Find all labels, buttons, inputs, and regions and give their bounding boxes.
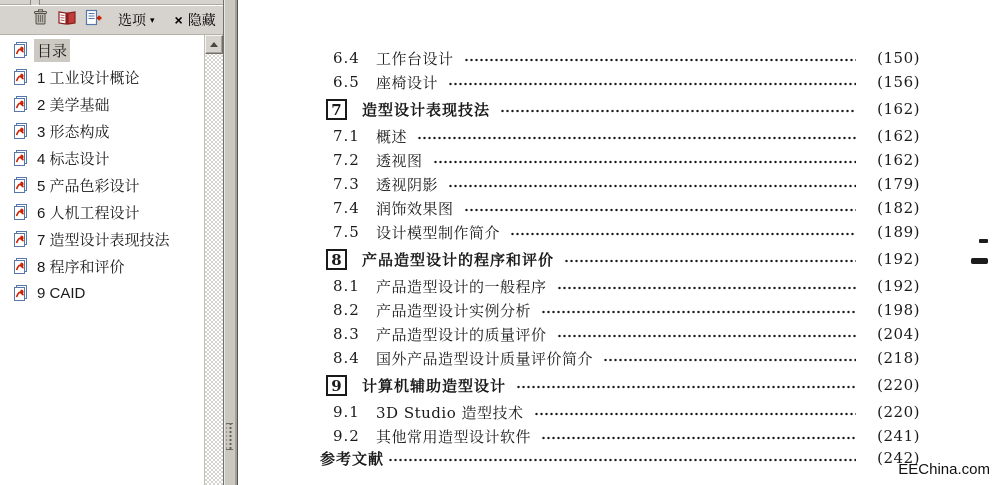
panel-top-notch: [30, 0, 40, 5]
toc-title: 透视阴影: [376, 175, 439, 194]
toc-row: [238, 322, 920, 346]
dot-leader: [417, 135, 856, 141]
toc-row: [238, 148, 920, 172]
bookmark-item-ch9[interactable]: [0, 283, 204, 303]
toc-page-number: (192): [877, 250, 920, 268]
toc-title: 设计模型制作简介: [376, 223, 501, 242]
toc-title: 产品造型设计的一般程序: [376, 277, 547, 296]
toc-title: 产品造型设计实例分析: [376, 301, 532, 320]
toc-row: [238, 196, 920, 220]
hide-label: 隐藏: [187, 12, 216, 28]
panel-splitter[interactable]: [223, 0, 238, 485]
toc-page-number: (189): [877, 223, 920, 241]
toc-title: 润饰效果图: [376, 199, 454, 218]
toc-row: [238, 124, 920, 148]
toc-title: 概述: [376, 127, 408, 146]
toc-page-number: (220): [877, 403, 920, 421]
toc-page-number: (192): [877, 277, 920, 295]
pdf-bookmark-icon: [13, 95, 30, 113]
toc-title: 产品造型设计的质量评价: [376, 325, 547, 344]
bookmark-label[interactable]: 9 CAID: [37, 284, 86, 302]
bookmark-label[interactable]: 4 标志设计: [37, 150, 110, 168]
dot-leader: [510, 231, 856, 237]
toc-title: 产品造型设计的程序和评价: [362, 250, 555, 269]
toc-row-references: [238, 446, 920, 470]
dot-leader: [464, 57, 856, 63]
toc-page-number: (162): [877, 151, 920, 169]
toc-page-number: (218): [877, 349, 920, 367]
toc-number: 9.1: [333, 403, 360, 421]
toc-chapter-number: 8: [326, 249, 347, 270]
dot-leader: [388, 457, 856, 463]
pdf-bookmark-icon: [13, 176, 30, 194]
toc-number: 9.2: [333, 427, 360, 445]
trash-icon: [33, 9, 48, 31]
dot-leader: [564, 258, 856, 264]
toc-number: 6.5: [333, 73, 360, 91]
pdf-bookmark-icon: [13, 230, 30, 248]
bookmark-label[interactable]: 3 形态构成: [37, 123, 110, 141]
bookmark-label[interactable]: 2 美学基础: [37, 96, 110, 114]
toc-title: 计算机辅助造型设计: [362, 376, 507, 395]
pdf-bookmark-icon: [13, 149, 30, 167]
bookmark-item-contents[interactable]: [0, 40, 204, 60]
toc-number: 7.5: [333, 223, 360, 241]
toc-row-chapter: [238, 373, 920, 397]
toc-row: [238, 424, 920, 448]
toc-page-number: (198): [877, 301, 920, 319]
document-page: [238, 0, 995, 485]
dot-leader: [534, 411, 856, 417]
dot-leader: [541, 435, 856, 441]
toc-number: 8.4: [333, 349, 360, 367]
toc-number: 6.4: [333, 49, 360, 67]
toc-number: 7.4: [333, 199, 360, 217]
toc-title: 透视图: [376, 151, 423, 170]
toc-title: 国外产品造型设计质量评价简介: [376, 349, 594, 368]
toc-row: [238, 298, 920, 322]
scan-artifact: [971, 258, 988, 264]
toc-row: [238, 274, 920, 298]
go-to-bookmark-button[interactable]: [56, 9, 78, 31]
toc-title: 造型设计表现技法: [362, 100, 491, 119]
toc-row: [238, 172, 920, 196]
scroll-up-button[interactable]: [205, 35, 223, 54]
bookmark-label[interactable]: 目录: [34, 39, 70, 62]
toc-page-number: (182): [877, 199, 920, 217]
toc-row: [238, 400, 920, 424]
dot-leader: [516, 384, 856, 390]
bookmark-item-ch5[interactable]: [0, 175, 204, 195]
toc-row: [238, 46, 920, 70]
dot-leader: [603, 357, 856, 363]
new-bookmark-button[interactable]: [83, 9, 105, 31]
dot-leader: [557, 333, 856, 339]
panel-scrollbar[interactable]: [204, 35, 223, 485]
dot-leader: [541, 309, 856, 315]
pdf-bookmark-icon: [13, 203, 30, 221]
toc-row: [238, 220, 920, 244]
chevron-down-icon: ▾: [150, 14, 155, 25]
toc-title: 其他常用造型设计软件: [376, 427, 532, 446]
watermark: EEChina.com: [898, 461, 990, 478]
toc-page-number: (241): [877, 427, 920, 445]
toc-row: [238, 70, 920, 94]
dot-leader: [448, 183, 856, 189]
bookmark-item-ch2[interactable]: [0, 94, 204, 114]
bookmark-label[interactable]: 6 人机工程设计: [37, 204, 140, 222]
bookmark-list: [0, 40, 204, 310]
toc-row-chapter: [238, 97, 920, 121]
dot-leader: [448, 81, 856, 87]
toc-row-chapter: [238, 247, 920, 271]
toc-number: 8.1: [333, 277, 360, 295]
options-menu-button[interactable]: [118, 10, 155, 30]
toc-page-number: (220): [877, 376, 920, 394]
toc-page-number: (242): [877, 449, 920, 467]
pdf-bookmark-icon: [13, 41, 30, 59]
toc-number: 7.1: [333, 127, 360, 145]
dot-leader: [433, 159, 856, 165]
splitter-grip[interactable]: [226, 423, 233, 450]
toc-number: 7.3: [333, 175, 360, 193]
bookmark-item-ch4[interactable]: [0, 148, 204, 168]
toc-page-number: (156): [877, 73, 920, 91]
bookmark-label[interactable]: 7 造型设计表现技法: [37, 231, 170, 249]
pdf-bookmark-icon: [13, 122, 30, 140]
dot-leader: [557, 285, 856, 291]
toc-page-number: (150): [877, 49, 920, 67]
toc-page-number: (179): [877, 175, 920, 193]
toc-title: 座椅设计: [376, 73, 439, 92]
toc-page-number: (162): [877, 100, 920, 118]
toc-page-number: (162): [877, 127, 920, 145]
toc-chapter-number: 7: [326, 99, 347, 120]
toc-number: 8.2: [333, 301, 360, 319]
bookmarks-toolbar: [0, 6, 224, 35]
book-icon: [58, 10, 76, 31]
toc-chapter-number: 9: [326, 375, 347, 396]
options-label: 选项: [118, 12, 146, 28]
bookmark-label[interactable]: 1 工业设计概论: [37, 69, 140, 87]
pdf-bookmark-icon: [13, 284, 30, 302]
dot-leader: [464, 207, 856, 213]
bookmark-item-ch6[interactable]: [0, 202, 204, 222]
delete-bookmark-button[interactable]: [29, 9, 51, 31]
bookmark-label[interactable]: 5 产品色彩设计: [37, 177, 140, 195]
scan-artifact: [979, 239, 988, 243]
add-bookmark-icon: [85, 9, 103, 31]
bookmark-label[interactable]: 8 程序和评价: [37, 258, 125, 276]
toc-title: 工作台设计: [376, 49, 454, 68]
toc-number: 7.2: [333, 151, 360, 169]
close-icon: ×: [174, 12, 183, 28]
pdf-bookmark-icon: [13, 257, 30, 275]
toc-page-number: (204): [877, 325, 920, 343]
bookmark-item-ch3[interactable]: [0, 121, 204, 141]
arrow-up-icon: [210, 42, 218, 47]
toc-row: [238, 346, 920, 370]
bookmark-item-ch7[interactable]: [0, 229, 204, 249]
toc-title: 3D Studio 造型技术: [376, 403, 524, 422]
hide-panel-button[interactable]: [163, 10, 216, 30]
pdf-bookmark-icon: [13, 68, 30, 86]
bookmark-item-ch1[interactable]: [0, 67, 204, 87]
bookmarks-panel: [0, 0, 224, 485]
panel-top-edge: [0, 0, 224, 5]
bookmark-item-ch8[interactable]: [0, 256, 204, 276]
dot-leader: [500, 108, 856, 114]
toc-number: 8.3: [333, 325, 360, 343]
toc-title: 参考文献: [320, 449, 385, 468]
